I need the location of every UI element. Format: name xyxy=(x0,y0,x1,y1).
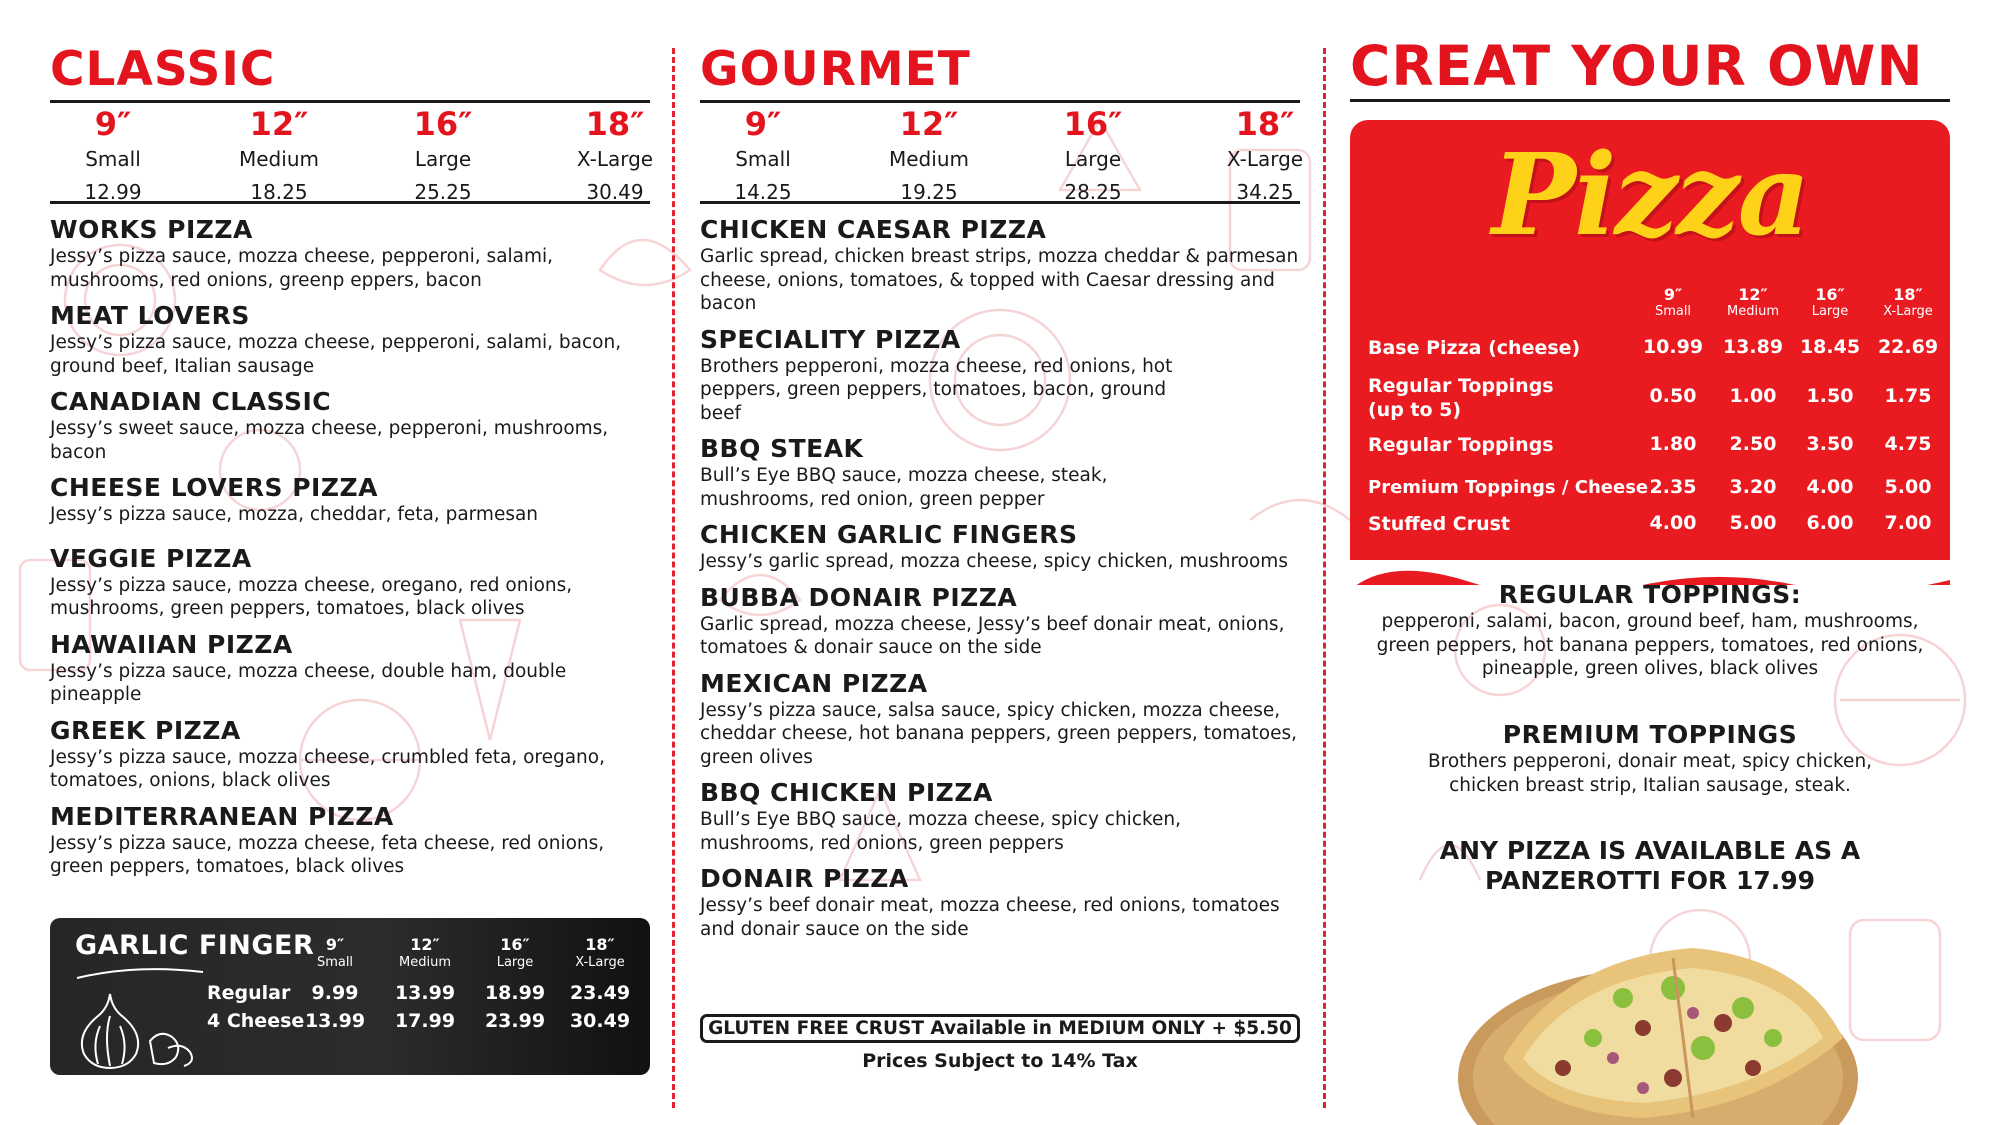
gf-row-label: Regular xyxy=(207,982,291,1004)
card-price: 5.00 xyxy=(1884,476,1932,498)
menu-item xyxy=(700,324,1300,426)
size-label: 12″ xyxy=(899,105,959,143)
item-desc: Jessy’s beef donair meat, mozza cheese, red onions, tomatoes and donair sauce on the side xyxy=(700,895,1280,940)
card-row-label: Stuffed Crust xyxy=(1368,513,1511,535)
card-price: 4.00 xyxy=(1649,512,1697,534)
size-name: Small xyxy=(1654,304,1692,319)
item-name: WORKS PIZZA xyxy=(50,215,253,244)
premium-toppings-title: PREMIUM TOPPINGS xyxy=(1502,720,1798,749)
size-price: 12.99 xyxy=(84,180,142,204)
gf-row-label: 4 Cheese xyxy=(207,1010,305,1032)
card-price: 4.00 xyxy=(1806,476,1854,498)
menu-item xyxy=(700,214,1300,316)
size-name: Small xyxy=(316,955,354,970)
card-price: 2.35 xyxy=(1649,476,1697,498)
card-price: 0.50 xyxy=(1649,385,1697,407)
gourmet-items-list xyxy=(700,214,1300,949)
item-desc: Jessy’s pizza sauce, mozza cheese, oregano, red onions, mushrooms, green peppers, tomatoes, black olives xyxy=(50,574,573,619)
size-label: 18″ xyxy=(1235,105,1295,143)
size-price: 19.25 xyxy=(900,180,958,204)
item-name: BBQ CHICKEN PIZZA xyxy=(700,778,993,807)
gf-header-small xyxy=(290,936,380,972)
item-desc: Jessy’s pizza sauce, mozza cheese, pepperoni, salami, mushrooms, red onions, greenp eppers, bacon xyxy=(50,246,554,291)
card-row-label: Base Pizza (cheese) xyxy=(1368,337,1581,359)
card-price: 10.99 xyxy=(1642,336,1704,358)
item-desc: Jessy’s garlic spread, mozza cheese, spicy chicken, mushrooms xyxy=(700,551,1288,572)
gf-price: 17.99 xyxy=(394,1010,456,1032)
card-row-label: Regular Toppings (up to 5) xyxy=(1368,375,1554,421)
size-name: Medium xyxy=(889,147,969,171)
classic-size-small xyxy=(38,103,188,204)
gf-header-medium xyxy=(380,936,470,972)
card-price: 1.80 xyxy=(1649,433,1697,455)
menu-item xyxy=(700,863,1300,941)
item-name: DONAIR PIZZA xyxy=(700,864,909,893)
size-price: 28.25 xyxy=(1064,180,1122,204)
create-title: CREAT YOUR OWN xyxy=(1350,34,1924,98)
premium-toppings-text: Brothers pepperoni, donair meat, spicy chicken, chicken breast strip, Italian sausage, steak. xyxy=(1427,751,1873,796)
card-header-small xyxy=(1633,286,1713,320)
size-label: 9″ xyxy=(325,935,345,954)
item-desc: Bull’s Eye BBQ sauce, mozza cheese, spicy chicken, mushrooms, red onions, green peppers xyxy=(700,809,1182,854)
pizza-logo-word: Pizza xyxy=(1491,130,1809,261)
card-header-large xyxy=(1790,286,1870,320)
size-label: 16″ xyxy=(1063,105,1123,143)
card-price: 1.75 xyxy=(1884,385,1932,407)
item-name: CANADIAN CLASSIC xyxy=(50,387,332,416)
gf-price: 13.99 xyxy=(394,982,456,1004)
card-row-label: Premium Toppings / Cheese xyxy=(1368,477,1649,498)
gf-price: 13.99 xyxy=(304,1010,366,1032)
gf-header-large xyxy=(470,936,560,972)
card-price: 1.50 xyxy=(1806,385,1854,407)
item-desc: Garlic spread, chicken breast strips, mozza cheddar & parmesan cheese, onions, tomatoes, & topped with Caesar dressing and bacon xyxy=(700,246,1299,314)
create-price-card xyxy=(1350,120,1950,585)
card-price: 18.45 xyxy=(1799,336,1861,358)
item-name: MEDITERRANEAN PIZZA xyxy=(50,801,394,831)
card-price: 6.00 xyxy=(1806,512,1854,534)
gf-price: 18.99 xyxy=(484,982,546,1004)
item-name: CHEESE LOVERS PIZZA xyxy=(50,473,378,502)
gf-price: 23.49 xyxy=(569,982,631,1004)
gf-price: 9.99 xyxy=(311,982,359,1004)
item-name: BUBBA DONAIR PIZZA xyxy=(700,582,1018,612)
size-name: Large xyxy=(414,147,472,171)
card-header-xlarge xyxy=(1868,286,1948,320)
menu-item xyxy=(700,668,1300,770)
size-label: 9″ xyxy=(1663,285,1683,304)
classic-size-xlarge xyxy=(540,103,690,204)
garlic-finger-box xyxy=(50,918,650,1075)
item-desc: Jessy’s sweet sauce, mozza cheese, pepperoni, mushrooms, bacon xyxy=(50,418,609,463)
size-price: 25.25 xyxy=(414,180,472,204)
card-row-label: Regular Toppings xyxy=(1368,434,1554,456)
menu-item xyxy=(50,472,650,527)
menu-item xyxy=(50,300,650,378)
item-name: VEGGIE PIZZA xyxy=(50,543,252,573)
tax-note: Prices Subject to 14% Tax xyxy=(862,1050,1138,1072)
size-price: 30.49 xyxy=(586,180,644,204)
menu-item xyxy=(50,214,650,292)
size-label: 16″ xyxy=(500,935,530,954)
gluten-free-note: GLUTEN FREE CRUST Available in MEDIUM ONLY + $5.50 xyxy=(700,1014,1300,1043)
gourmet-size-large xyxy=(1018,103,1168,204)
gourmet-title: GOURMET xyxy=(700,42,971,97)
size-name: X-Large xyxy=(1883,304,1933,319)
size-name: Large xyxy=(1811,304,1849,319)
size-label: 16″ xyxy=(1815,285,1845,304)
size-label: 12″ xyxy=(1738,285,1768,304)
column-divider-right xyxy=(1323,48,1326,1108)
menu-item xyxy=(700,582,1300,660)
classic-size-medium xyxy=(204,103,354,204)
menu-item xyxy=(50,715,650,793)
item-desc: Jessy’s pizza sauce, mozza cheese, feta cheese, red onions, green peppers, tomatoes, black olives xyxy=(50,832,605,877)
size-name: Small xyxy=(735,147,791,171)
pizza-photo xyxy=(1443,918,1863,1125)
card-price: 1.00 xyxy=(1729,385,1777,407)
gf-price: 30.49 xyxy=(569,1010,631,1032)
classic-price-header xyxy=(50,100,654,204)
size-name: Small xyxy=(85,147,141,171)
size-label: 12″ xyxy=(249,105,309,143)
menu-item xyxy=(50,629,650,707)
size-name: X-Large xyxy=(575,955,625,970)
item-desc: Bull’s Eye BBQ sauce, mozza cheese, steak, mushrooms, red onion, green pepper xyxy=(700,465,1108,510)
card-price: 3.20 xyxy=(1729,476,1777,498)
item-desc: Brothers pepperoni, mozza cheese, red onions, hot peppers, green peppers, tomatoes, bacon, ground beef xyxy=(700,355,1173,424)
menu-item xyxy=(700,433,1300,511)
size-name: X-Large xyxy=(1226,147,1304,171)
size-label: 16″ xyxy=(413,105,473,143)
card-price: 13.89 xyxy=(1722,336,1784,358)
size-label: 18″ xyxy=(585,935,615,954)
item-name: BBQ STEAK xyxy=(700,434,864,463)
item-desc: Garlic spread, mozza cheese, Jessy’s beef donair meat, onions, tomatoes & donair sauce on the side xyxy=(700,613,1285,658)
garlic-finger-title: GARLIC FINGER xyxy=(75,930,315,961)
item-desc: Jessy’s pizza sauce, mozza, cheddar, feta, parmesan xyxy=(50,504,539,525)
size-name: Medium xyxy=(399,955,451,970)
size-label: 9″ xyxy=(744,105,782,143)
panzerotti-note: ANY PIZZA IS AVAILABLE AS A PANZEROTTI FOR 17.99 xyxy=(1439,836,1861,895)
regular-toppings-title: REGULAR TOPPINGS: xyxy=(1498,580,1802,609)
item-desc: Jessy’s pizza sauce, salsa sauce, spicy chicken, mozza cheese, cheddar cheese, hot banana peppers, green peppers, tomatoes, green olives xyxy=(700,699,1298,768)
size-name: Medium xyxy=(239,147,319,171)
card-price: 3.50 xyxy=(1806,433,1854,455)
classic-size-large xyxy=(368,103,518,204)
card-header-medium xyxy=(1713,286,1793,320)
classic-items-list xyxy=(50,214,650,887)
size-label: 18″ xyxy=(585,105,645,143)
classic-title: CLASSIC xyxy=(50,42,276,97)
card-price: 4.75 xyxy=(1884,433,1932,455)
card-price: 7.00 xyxy=(1884,512,1932,534)
card-price: 5.00 xyxy=(1729,512,1777,534)
gf-header-xlarge xyxy=(555,936,645,972)
menu-item xyxy=(50,543,650,621)
gourmet-size-medium xyxy=(854,103,1004,204)
menu-item xyxy=(50,386,650,464)
item-desc: Jessy’s pizza sauce, mozza cheese, crumbled feta, oregano, tomatoes, onions, black olives xyxy=(50,746,605,791)
size-label: 18″ xyxy=(1893,285,1923,304)
size-price: 34.25 xyxy=(1236,180,1294,204)
item-desc: Jessy’s pizza sauce, mozza cheese, pepperoni, salami, bacon, ground beef, Italian sausage xyxy=(50,332,622,377)
item-name: MEXICAN PIZZA xyxy=(700,668,928,698)
item-name: HAWAIIAN PIZZA xyxy=(50,629,293,659)
menu-item xyxy=(50,801,650,879)
gf-price: 23.99 xyxy=(484,1010,546,1032)
item-name: GREEK PIZZA xyxy=(50,715,241,745)
size-label: 12″ xyxy=(410,935,440,954)
size-name: Medium xyxy=(1727,304,1779,319)
size-name: X-Large xyxy=(576,147,654,171)
item-name: CHICKEN CAESAR PIZZA xyxy=(700,215,1047,244)
menu-item xyxy=(700,519,1300,574)
size-name: Large xyxy=(496,955,534,970)
item-name: CHICKEN GARLIC FINGERS xyxy=(700,520,1078,549)
item-name: MEAT LOVERS xyxy=(50,301,250,330)
column-divider-left xyxy=(672,48,675,1108)
garlic-icon xyxy=(70,986,200,1071)
menu-item xyxy=(700,777,1300,855)
regular-toppings-text: pepperoni, salami, bacon, ground beef, ham, mushrooms, green peppers, hot banana peppers, tomatoes, red onions, pineapple, green olives, black olives xyxy=(1376,611,1924,679)
size-price: 18.25 xyxy=(250,180,308,204)
gourmet-price-header xyxy=(700,100,1304,204)
size-label: 9″ xyxy=(94,105,132,143)
size-price: 14.25 xyxy=(734,180,792,204)
card-price: 2.50 xyxy=(1729,433,1777,455)
item-desc: Jessy’s pizza sauce, mozza cheese, double ham, double pineapple xyxy=(50,660,567,705)
size-name: Large xyxy=(1064,147,1122,171)
gourmet-size-small xyxy=(688,103,838,204)
swoosh-line xyxy=(75,966,205,980)
item-name: SPECIALITY PIZZA xyxy=(700,324,961,354)
gourmet-size-xlarge xyxy=(1190,103,1340,204)
title-underline xyxy=(1350,99,1950,102)
card-price: 22.69 xyxy=(1877,336,1939,358)
